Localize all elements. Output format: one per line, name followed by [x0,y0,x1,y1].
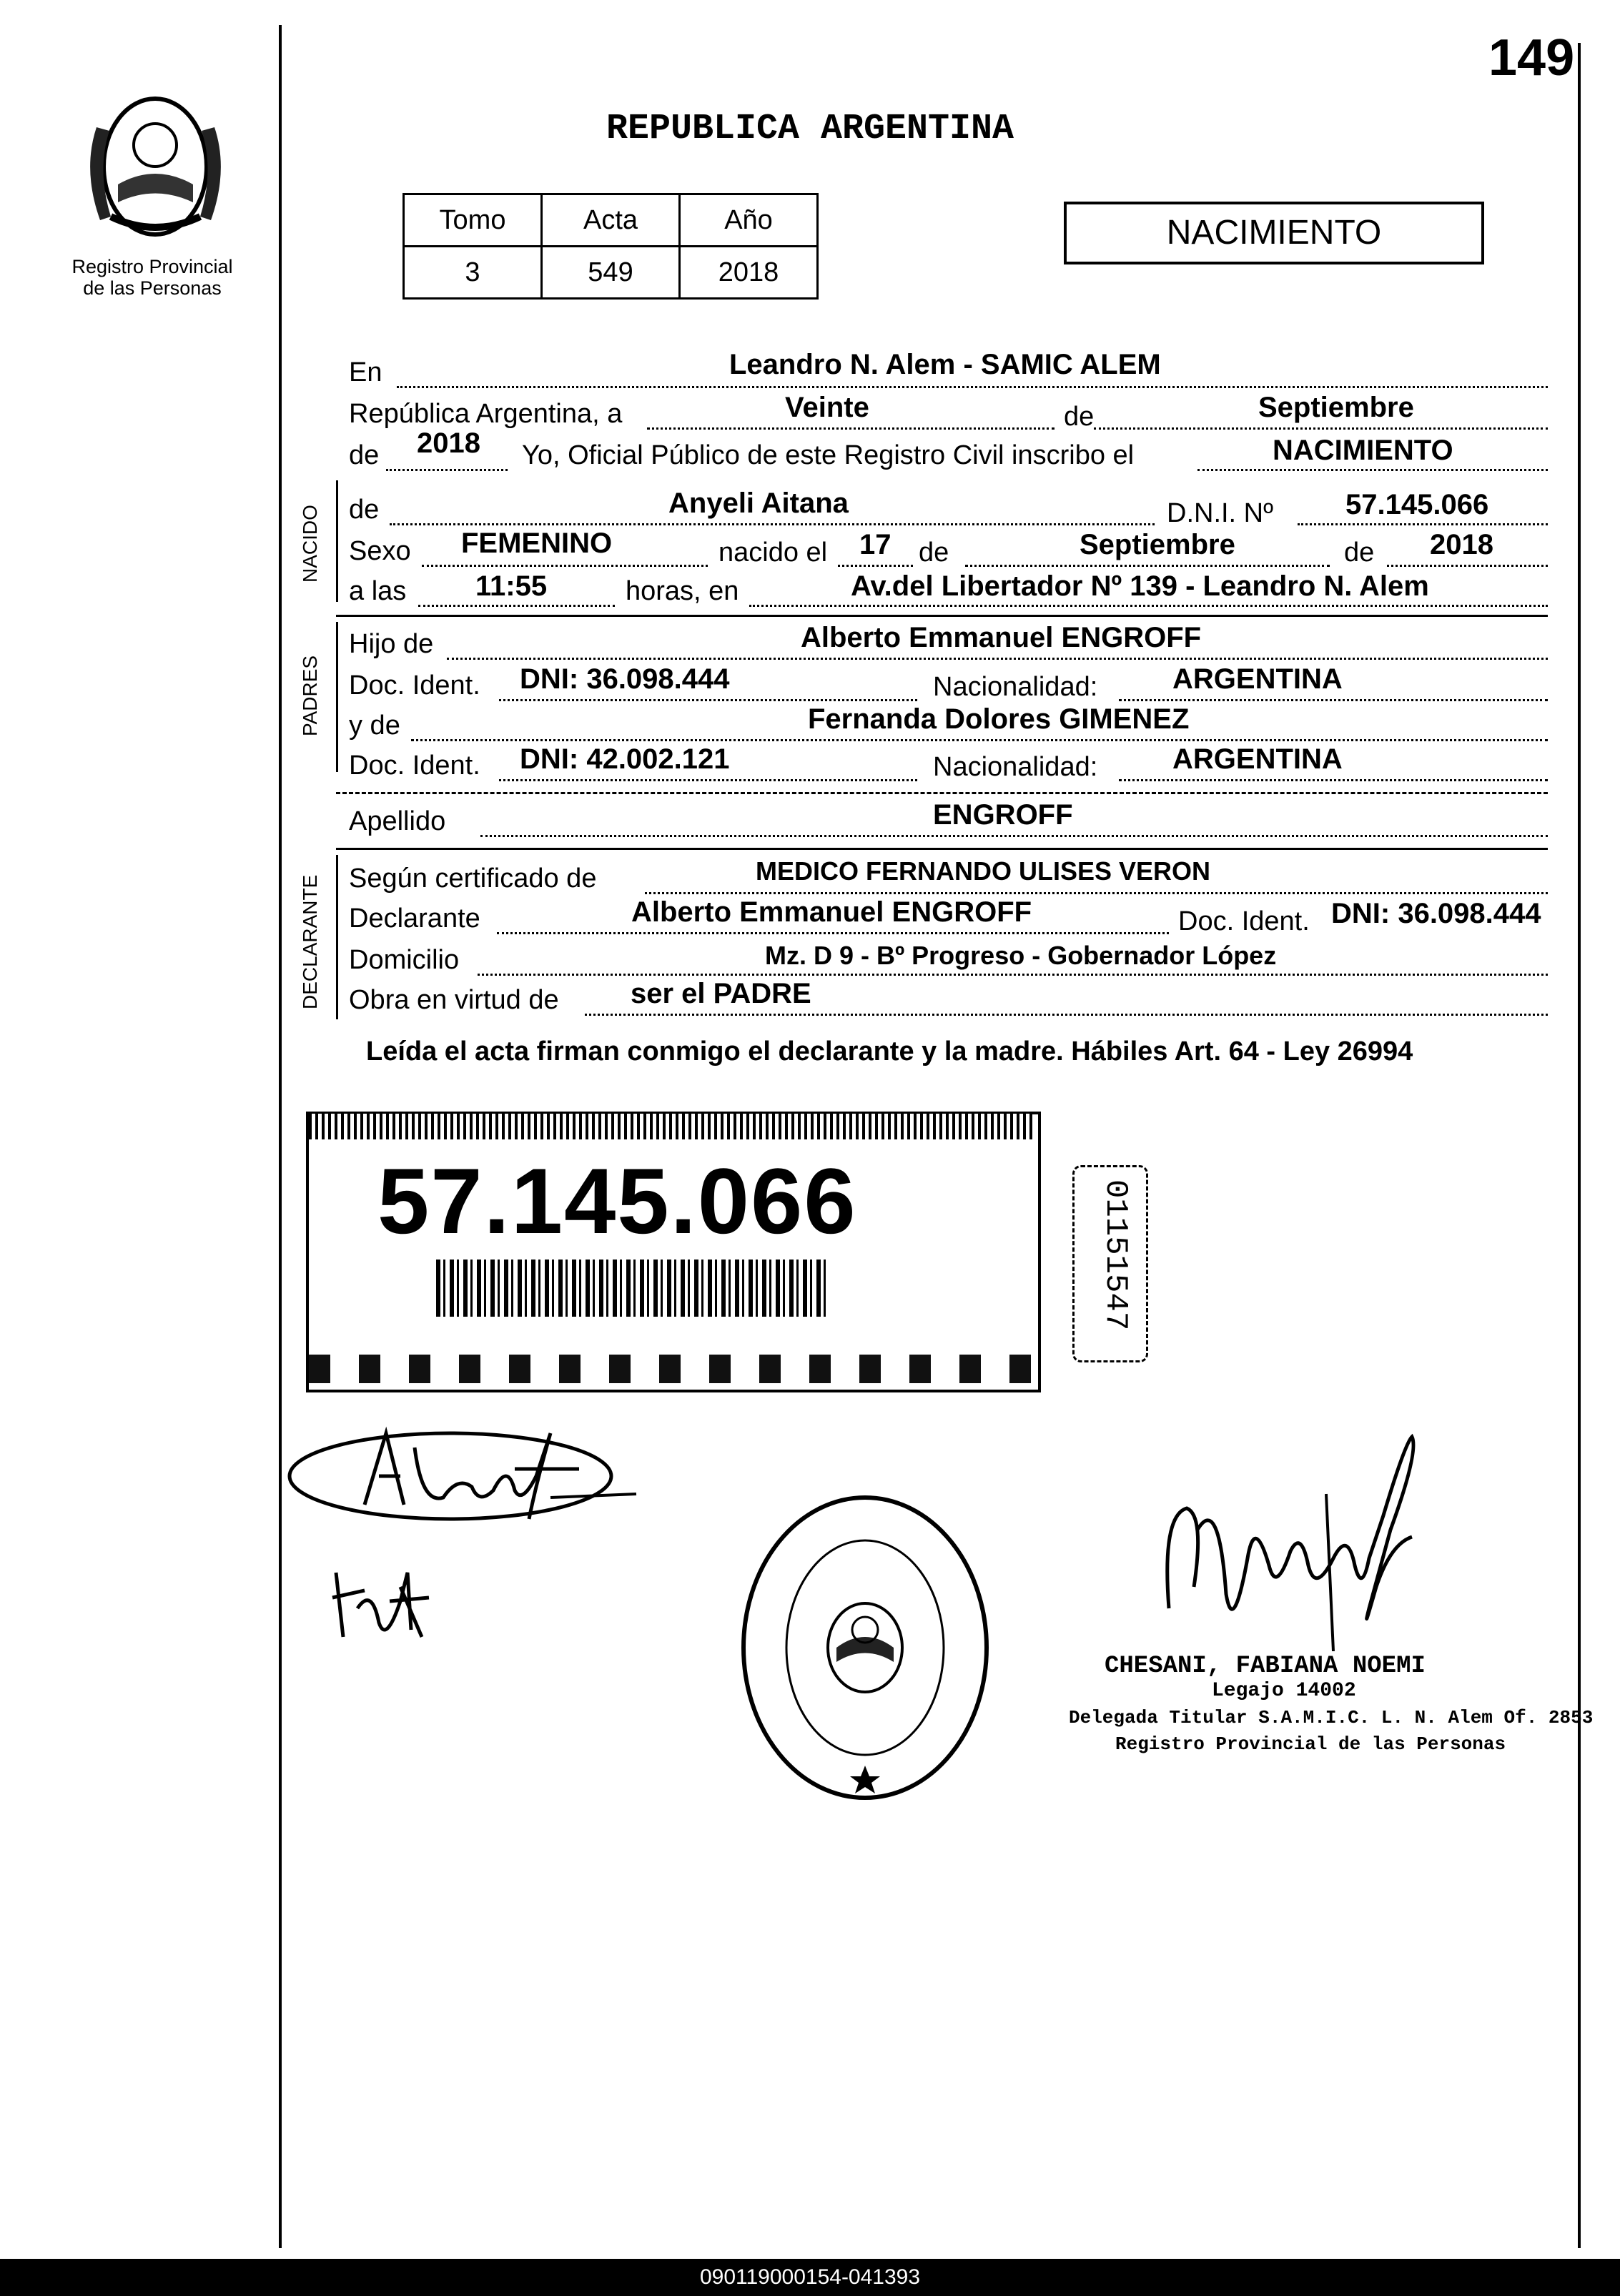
apellido-label: Apellido [349,806,446,836]
mother-nat-dots [1119,779,1548,781]
birth-month-dots [965,565,1330,567]
sexo-label: Sexo [349,536,411,566]
declarante-value: Alberto Emmanuel ENGROFF [631,896,1032,928]
sexo-value: FEMENINO [461,528,613,559]
father-dots [447,658,1548,660]
apellido-value: ENGROFF [933,799,1073,831]
father-doc-label: Doc. Ident. [349,671,480,701]
declarante-doc-label: Doc. Ident. [1178,906,1310,936]
legal-note: Leída el acta firman conmigo el declarante y la madre. Hábiles Art. 64 - Ley 26994 [366,1036,1413,1067]
birth-place-value: Av.del Libertador Nº 139 - Leandro N. Alem [851,570,1429,602]
mother-doc-value: DNI: 42.002.121 [520,743,730,775]
domicilio-value: Mz. D 9 - Bº Progreso - Gobernador López [765,941,1277,970]
republica-label: República Argentina, a [349,399,623,429]
horas-en-label: horas, en [626,576,739,606]
birth-day-value: 17 [859,529,892,560]
place-dots [749,605,1548,607]
apellido-bottom-rule [336,848,1548,850]
left-frame-line [279,25,282,2248]
logo-caption-line1: Registro Provincial [71,256,233,277]
hour-dots [418,605,615,607]
yo-text: Yo, Oficial Público de este Registro Civil inscribo el [522,440,1135,470]
barcode-top-pattern [309,1114,1032,1139]
logo-caption [49,256,256,299]
domicilio-label: Domicilio [349,945,460,975]
intro-de2-label: de [349,440,380,470]
officer-delegada: Delegada Titular S.A.M.I.C. L. N. Alem Of. 2853 [1069,1707,1594,1728]
declarante-dots [497,932,1169,934]
officer-registro: Registro Provincial de las Personas [1115,1733,1506,1755]
month-dots [1094,427,1548,430]
intro-year-value: 2018 [417,427,480,459]
intro-day-value: Veinte [785,392,869,423]
en-dots [397,386,1548,388]
hijo-de-label: Hijo de [349,629,434,659]
name-dots [390,523,1155,525]
acta-header: Acta [542,194,680,247]
nacido-section-label: NACIDO [299,505,321,583]
segun-dots [645,892,1548,894]
domicilio-dots [478,974,1548,976]
birth-year-dots [1387,565,1548,567]
record-type-box: NACIMIENTO [1064,202,1484,264]
day-dots [647,427,1055,430]
inscribo-value: NACIMIENTO [1273,435,1453,466]
padres-sideline [336,622,338,772]
birth-day-dots [838,565,913,567]
birth-de2-label: de [1344,538,1375,568]
dni-label: D.N.I. Nº [1167,498,1273,528]
barcode-number: 57.145.066 [377,1149,857,1253]
officer-legajo: Legajo 14002 [1212,1680,1356,1702]
father-nat-dots [1119,699,1548,701]
mother-nat-value: ARGENTINA [1172,743,1343,775]
obra-dots [585,1014,1548,1016]
nacido-el-label: nacido el [718,538,828,568]
officer-signature [1155,1422,1455,1651]
declarant-signature [279,1419,643,1533]
y-de-label: y de [349,711,400,741]
en-label: En [349,357,382,387]
right-frame-line [1578,43,1581,2248]
dni-dots [1298,523,1548,525]
country-title: REPUBLICA ARGENTINA [606,109,1014,149]
segun-label: Según certificado de [349,864,597,894]
father-doc-value: DNI: 36.098.444 [520,663,730,695]
declarante-section-label: DECLARANTE [299,874,321,1009]
declarante-sideline [336,855,338,1019]
father-doc-dots [499,699,917,701]
father-nac-label: Nacionalidad: [933,672,1098,702]
intro-de-label: de [1064,402,1095,432]
father-name-value: Alberto Emmanuel ENGROFF [801,622,1202,653]
anio-value: 2018 [680,247,818,299]
sexo-dots [422,565,708,567]
apellido-dots [480,835,1548,837]
inscribo-dots [1197,469,1548,471]
obra-label: Obra en virtud de [349,985,559,1015]
en-value: Leandro N. Alem - SAMIC ALEM [729,349,1161,380]
barcode-bottom-pattern [309,1355,1032,1383]
declarante-label: Declarante [349,904,480,934]
year-dots [386,469,508,471]
mother-signature [322,1558,443,1651]
mother-doc-dots [499,779,917,781]
footer-code: 090119000154-041393 [0,2259,1620,2296]
child-name-value: Anyeli Aitana [668,488,849,519]
mother-dots [411,739,1548,741]
obra-value: ser el PADRE [631,978,811,1009]
father-nat-value: ARGENTINA [1172,663,1343,695]
intro-month-value: Septiembre [1258,392,1414,423]
tomo-value: 3 [404,247,542,299]
mother-name-value: Fernanda Dolores GIMENEZ [808,703,1190,735]
tomo-header: Tomo [404,194,542,247]
anio-header: Año [680,194,818,247]
alas-label: a las [349,576,407,606]
stamp-number: 01151547 [1097,1179,1133,1331]
barcode-bars [436,1260,829,1317]
acta-value: 549 [542,247,680,299]
registry-table [402,193,819,300]
birth-month-value: Septiembre [1080,529,1235,560]
mother-doc-label: Doc. Ident. [349,751,480,781]
logo-caption-line2: de las Personas [83,277,222,299]
padres-section-label: PADRES [299,655,321,736]
nacido-bottom-rule [336,615,1548,617]
birth-hour-value: 11:55 [475,570,548,602]
nacido-de-label: de [349,495,380,525]
child-dni-value: 57.145.066 [1345,489,1489,520]
padres-bottom-rule [336,792,1548,794]
segun-value: MEDICO FERNANDO ULISES VERON [756,856,1211,886]
birth-year-value: 2018 [1430,529,1493,560]
birth-de-label: de [919,538,949,568]
official-seal [736,1490,994,1805]
mother-nac-label: Nacionalidad: [933,752,1098,782]
declarante-doc-value: DNI: 36.098.444 [1331,898,1541,929]
officer-name: CHESANI, FABIANA NOEMI [1105,1653,1426,1680]
page-number: 149 [1488,29,1575,86]
nacido-sideline [336,480,338,602]
